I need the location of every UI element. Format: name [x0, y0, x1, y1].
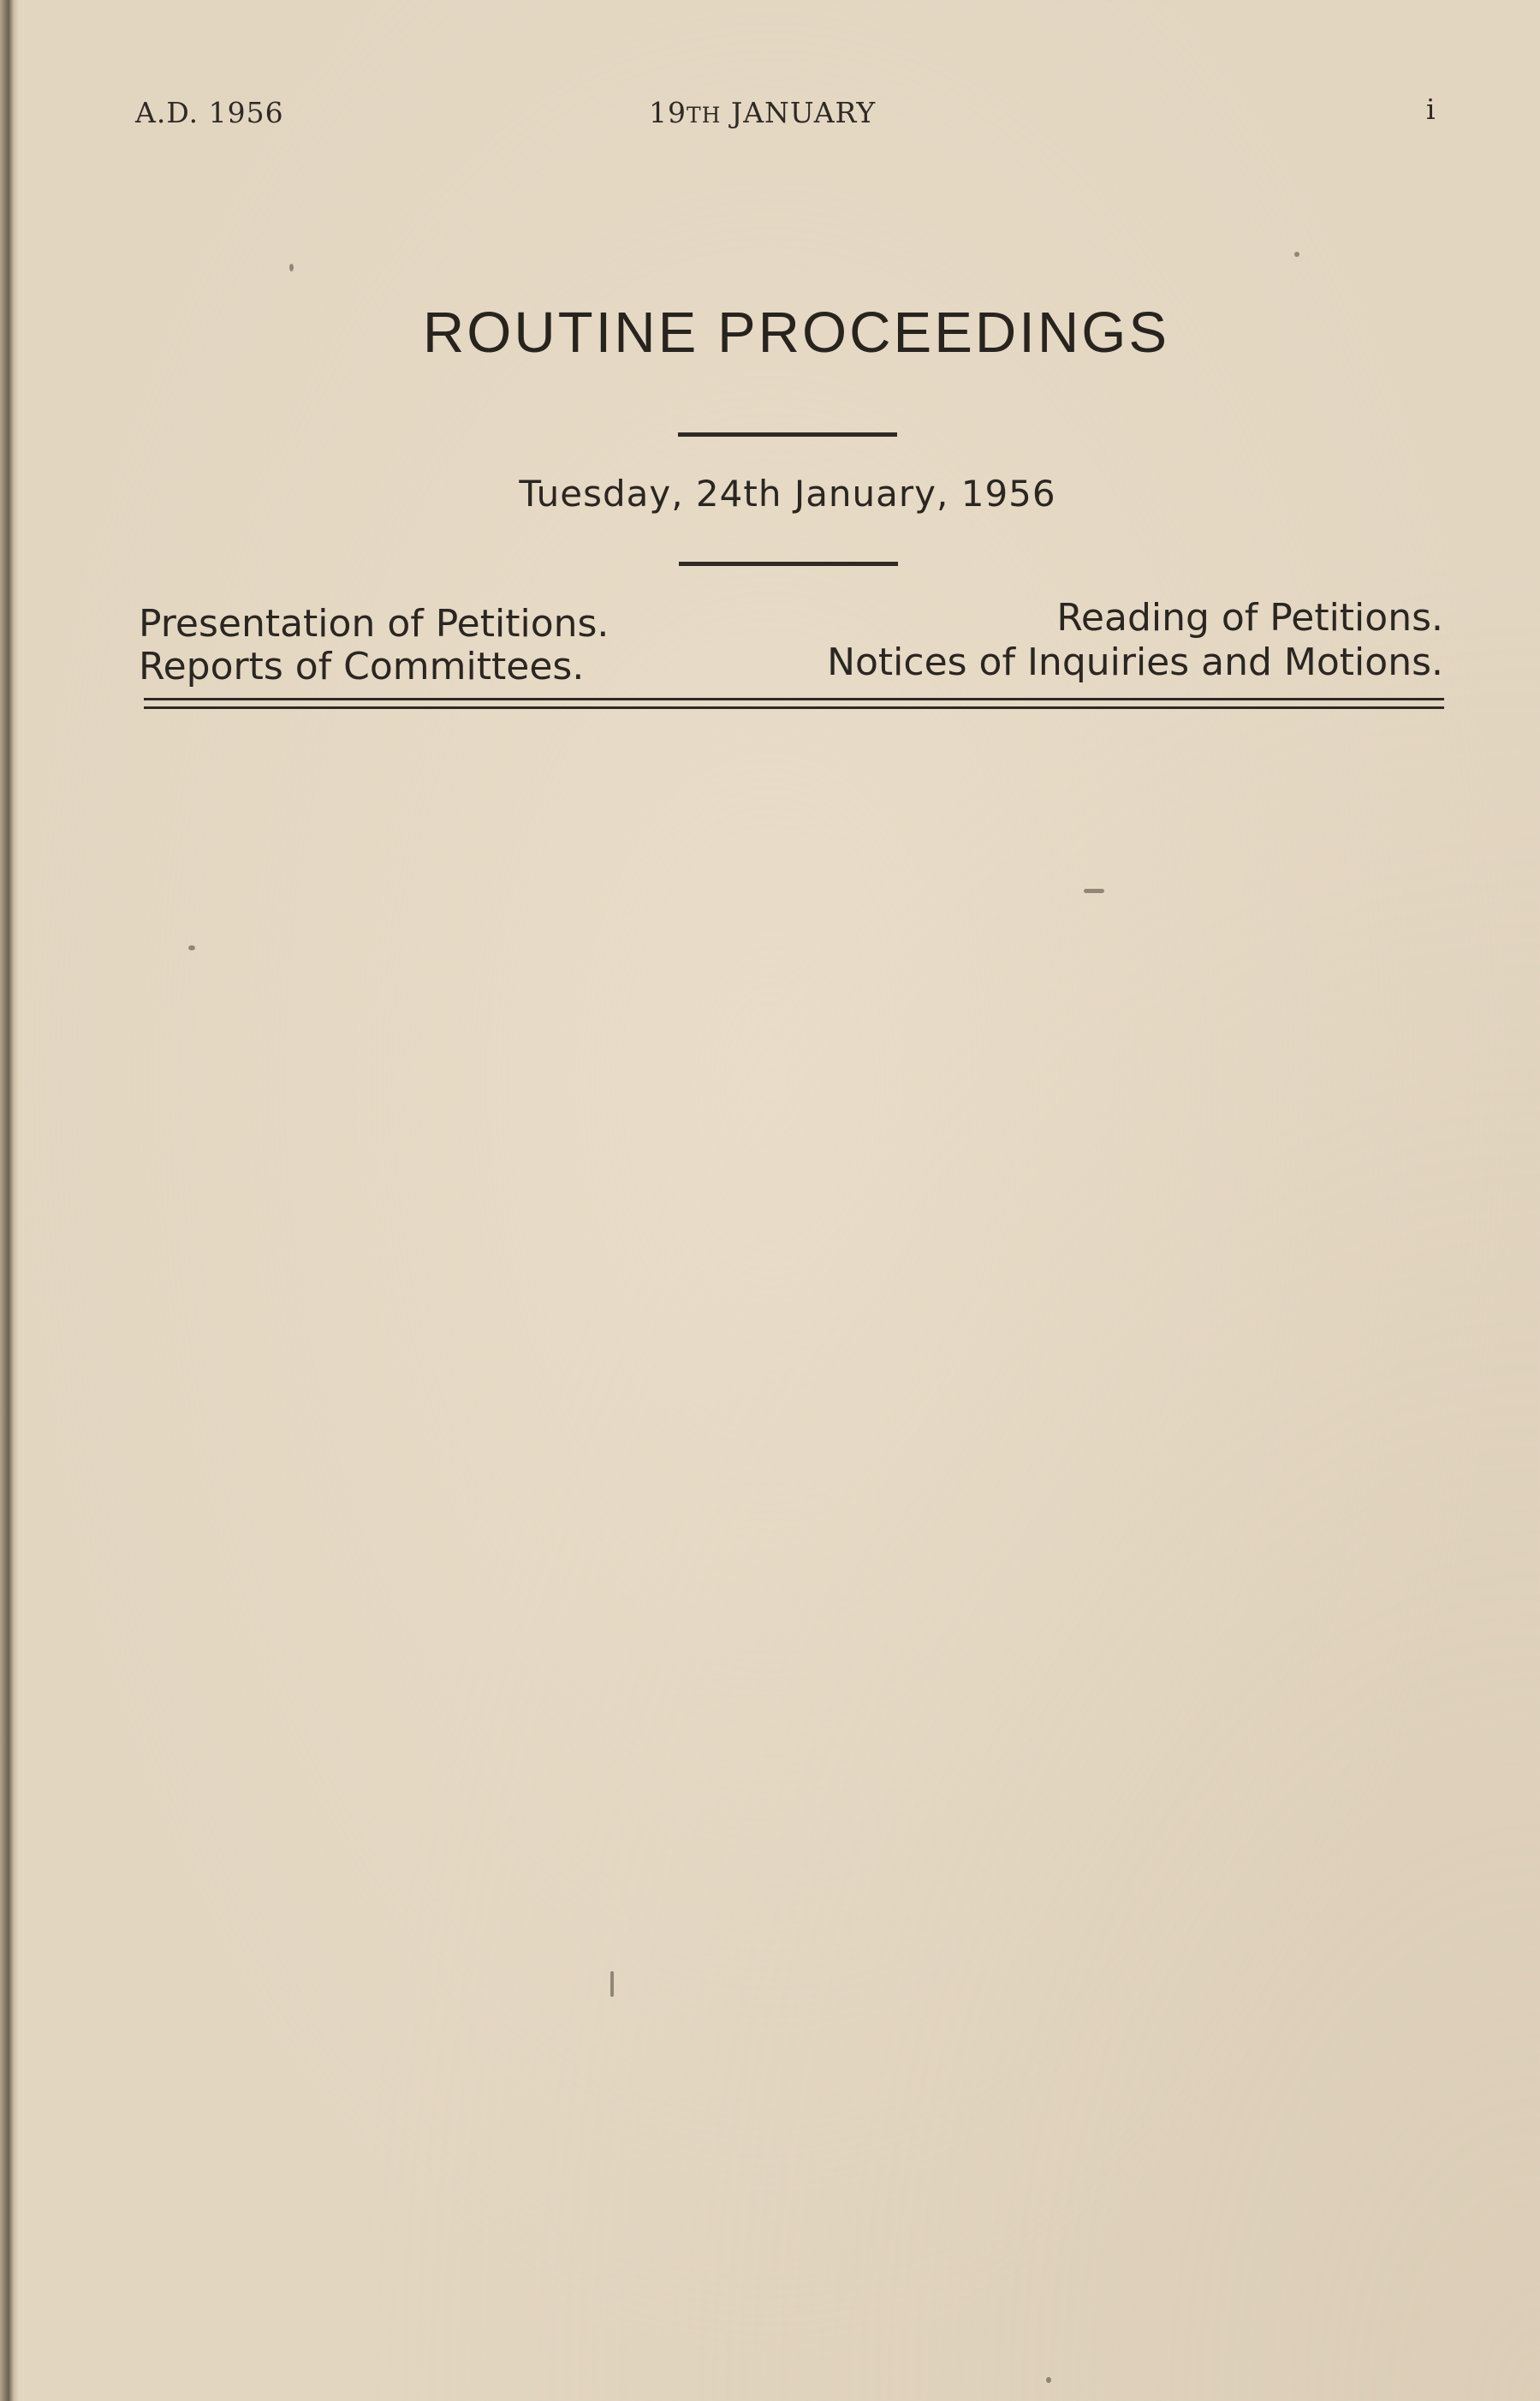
paper-speck	[188, 945, 195, 950]
paper-speck	[1046, 2377, 1051, 2383]
business-item-reports-of-committees: Reports of Committees.	[139, 645, 585, 688]
title-divider	[678, 432, 897, 437]
business-item-reading-of-petitions: Reading of Petitions.	[1056, 596, 1443, 640]
sitting-date: Tuesday, 24th January, 1956	[519, 473, 1056, 515]
paper-speck	[1294, 252, 1299, 257]
section-double-rule	[144, 698, 1444, 709]
paper-speck	[289, 264, 294, 271]
running-head-date	[649, 96, 876, 129]
paper-speck	[610, 1971, 614, 1997]
paper-speck	[1084, 889, 1104, 893]
running-head	[0, 92, 1540, 130]
date-divider	[679, 562, 898, 566]
running-head-day: 19	[649, 96, 687, 129]
running-head-day-suffix: TH	[687, 103, 722, 128]
running-head-month: JANUARY	[730, 96, 877, 129]
business-item-notices-of-inquiries-and-motions: Notices of Inquiries and Motions.	[827, 640, 1443, 684]
running-head-year: A.D. 1956	[135, 96, 284, 129]
business-item-presentation-of-petitions: Presentation of Petitions.	[139, 602, 609, 646]
page-number: i	[1426, 92, 1436, 126]
page-title: ROUTINE PROCEEDINGS	[422, 301, 1170, 365]
